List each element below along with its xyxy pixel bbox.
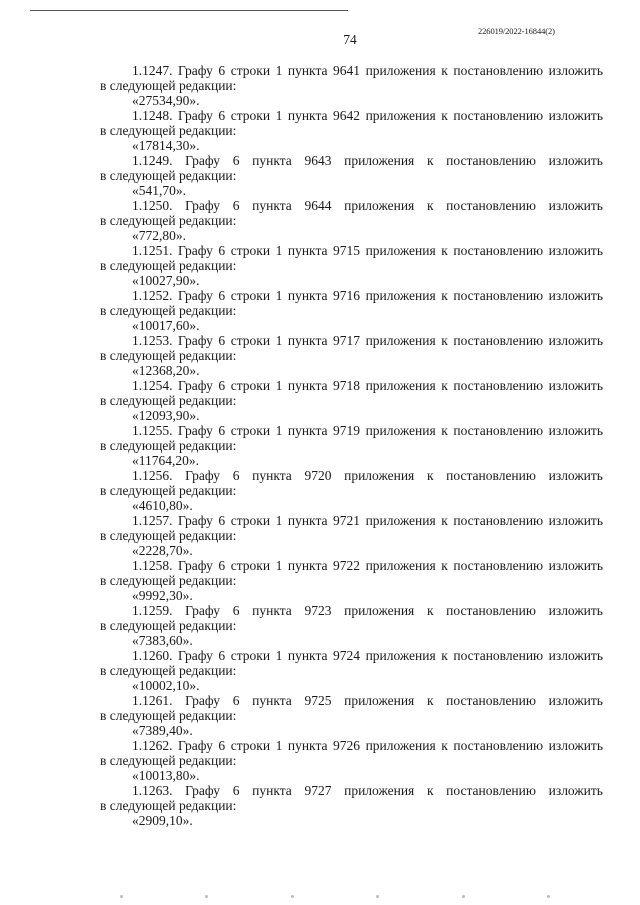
word-izlozhit: изложить (548, 603, 603, 618)
item-number: 1.1257. (132, 513, 173, 528)
word-punkta: пункта (287, 243, 328, 258)
amendment-value: «772,80». (132, 228, 186, 243)
word-k: к (441, 63, 448, 78)
scan-edge-marks (120, 895, 550, 903)
word-grafu: Графу (185, 693, 221, 708)
word-prilozheniya: приложения (365, 243, 436, 258)
word-k: к (441, 423, 448, 438)
word-k: к (441, 378, 448, 393)
word-row-number: 1 (275, 108, 283, 123)
amendment-second-line: в следующей редакции: (100, 663, 237, 678)
word-izlozhit: изложить (548, 378, 603, 393)
word-izlozhit: изложить (548, 243, 603, 258)
amendment-first-line (100, 513, 603, 528)
word-k: к (426, 603, 434, 618)
word-izlozhit: изложить (548, 288, 603, 303)
item-number: 1.1254. (132, 378, 173, 393)
word-k: к (441, 738, 448, 753)
word-prilozheniya: приложения (344, 198, 415, 213)
item-number: 1.1251. (132, 243, 173, 258)
point-number: 9718 (333, 378, 361, 393)
word-column-number: 6 (218, 108, 226, 123)
word-row-number: 1 (275, 63, 283, 78)
amendment-second-line: в следующей редакции: (100, 708, 237, 723)
amendment-item (100, 333, 603, 378)
word-row-number: 1 (275, 558, 283, 573)
word-grafu: Графу (185, 603, 221, 618)
amendment-second-line: в следующей редакции: (100, 618, 237, 633)
amendment-second-line: в следующей редакции: (100, 393, 237, 408)
word-k: к (426, 153, 434, 168)
word-prilozheniya: приложения (365, 648, 436, 663)
amendment-value: «10017,60». (132, 318, 200, 333)
amendment-first-line (100, 783, 603, 798)
word-column-number: 6 (218, 423, 226, 438)
word-postanovleniyu: постановлению (446, 693, 536, 708)
word-prilozheniya: приложения (344, 783, 415, 798)
word-izlozhit: изложить (548, 468, 603, 483)
word-grafu: Графу (178, 63, 213, 78)
word-grafu: Графу (185, 783, 221, 798)
word-row-number: 1 (275, 513, 283, 528)
amendment-item (100, 423, 603, 468)
amendment-value: «2909,10». (132, 813, 193, 828)
word-izlozhit: изложить (548, 423, 603, 438)
amendment-value: «27534,90». (132, 93, 200, 108)
amendment-value: «4610,80». (132, 498, 193, 513)
word-row-number: 1 (275, 378, 283, 393)
amendment-item (100, 783, 603, 828)
word-grafu: Графу (185, 468, 221, 483)
word-prilozheniya: приложения (365, 288, 436, 303)
word-column-number: 6 (232, 783, 240, 798)
amendment-value: «2228,70». (132, 543, 193, 558)
amendment-first-line (100, 738, 603, 753)
word-k: к (426, 783, 434, 798)
word-column-number: 6 (232, 603, 240, 618)
word-prilozheniya: приложения (365, 378, 436, 393)
amendment-first-line (100, 288, 603, 303)
word-k: к (426, 693, 434, 708)
word-postanovleniyu: постановлению (446, 468, 536, 483)
word-stroki: строки (230, 648, 271, 663)
amendment-item (100, 603, 603, 648)
word-punkta: пункта (252, 603, 292, 618)
word-postanovleniyu: постановлению (446, 783, 536, 798)
amendment-first-line (100, 603, 603, 618)
point-number: 9642 (333, 108, 361, 123)
word-grafu: Графу (178, 288, 213, 303)
word-stroki: строки (230, 378, 271, 393)
item-number: 1.1261. (132, 693, 173, 708)
word-column-number: 6 (218, 378, 226, 393)
word-k: к (441, 558, 448, 573)
word-postanovleniyu: постановлению (453, 558, 544, 573)
item-number: 1.1250. (132, 198, 173, 213)
item-number: 1.1258. (132, 558, 173, 573)
word-grafu: Графу (178, 423, 213, 438)
amendment-first-line (100, 558, 603, 573)
word-izlozhit: изложить (548, 333, 603, 348)
word-postanovleniyu: постановлению (446, 153, 536, 168)
amendment-item (100, 468, 603, 513)
word-column-number: 6 (218, 63, 226, 78)
word-column-number: 6 (232, 153, 240, 168)
top-rule (30, 10, 348, 11)
point-number: 9641 (333, 63, 361, 78)
word-punkta: пункта (287, 288, 328, 303)
word-postanovleniyu: постановлению (446, 198, 536, 213)
amendment-item (100, 198, 603, 243)
amendment-item (100, 288, 603, 333)
word-izlozhit: изложить (548, 153, 603, 168)
item-number: 1.1260. (132, 648, 173, 663)
point-number: 9643 (304, 153, 332, 168)
word-izlozhit: изложить (548, 783, 603, 798)
amendment-first-line (100, 108, 603, 123)
item-number: 1.1259. (132, 603, 173, 618)
word-k: к (441, 243, 448, 258)
word-punkta: пункта (287, 423, 328, 438)
word-k: к (441, 513, 448, 528)
word-punkta: пункта (252, 693, 292, 708)
word-grafu: Графу (178, 378, 213, 393)
amendment-item (100, 153, 603, 198)
amendment-second-line: в следующей редакции: (100, 438, 237, 453)
document-code: 226019/2022-16844(2) (478, 26, 555, 36)
amendment-second-line: в следующей редакции: (100, 168, 237, 183)
word-postanovleniyu: постановлению (453, 513, 544, 528)
point-number: 9727 (304, 783, 332, 798)
amendment-second-line: в следующей редакции: (100, 798, 237, 813)
word-postanovleniyu: постановлению (453, 243, 544, 258)
amendment-item (100, 738, 603, 783)
amendment-value: «541,70». (132, 183, 186, 198)
item-number: 1.1256. (132, 468, 173, 483)
amendment-first-line (100, 243, 603, 258)
word-row-number: 1 (275, 333, 283, 348)
word-prilozheniya: приложения (344, 693, 415, 708)
amendment-second-line: в следующей редакции: (100, 213, 237, 228)
word-prilozheniya: приложения (344, 468, 415, 483)
word-row-number: 1 (275, 648, 283, 663)
word-izlozhit: изложить (548, 198, 603, 213)
word-izlozhit: изложить (548, 513, 603, 528)
item-number: 1.1262. (132, 738, 173, 753)
word-postanovleniyu: постановлению (446, 603, 536, 618)
amendment-value: «9992,30». (132, 588, 193, 603)
word-grafu: Графу (178, 108, 213, 123)
point-number: 9722 (333, 558, 361, 573)
word-punkta: пункта (287, 558, 328, 573)
amendment-first-line (100, 468, 603, 483)
word-k: к (441, 288, 448, 303)
word-prilozheniya: приложения (365, 558, 436, 573)
word-postanovleniyu: постановлению (453, 63, 544, 78)
word-punkta: пункта (287, 378, 328, 393)
word-k: к (441, 648, 448, 663)
word-stroki: строки (230, 423, 271, 438)
point-number: 9726 (333, 738, 361, 753)
amendment-item (100, 243, 603, 288)
amendment-value: «10002,10». (132, 678, 200, 693)
item-number: 1.1253. (132, 333, 173, 348)
word-prilozheniya: приложения (344, 603, 415, 618)
amendment-value: «17814,30». (132, 138, 200, 153)
item-number: 1.1255. (132, 423, 173, 438)
amendment-second-line: в следующей редакции: (100, 348, 237, 363)
amendment-item (100, 63, 603, 108)
word-izlozhit: изложить (548, 63, 603, 78)
amendment-item (100, 558, 603, 603)
page-number: 74 (343, 32, 357, 47)
amendment-first-line (100, 63, 603, 78)
word-punkta: пункта (252, 198, 292, 213)
word-prilozheniya: приложения (365, 513, 436, 528)
amendment-second-line: в следующей редакции: (100, 123, 237, 138)
word-postanovleniyu: постановлению (453, 288, 544, 303)
word-k: к (426, 198, 434, 213)
item-number: 1.1248. (132, 108, 173, 123)
amendment-value: «11764,20». (132, 453, 199, 468)
amendment-first-line (100, 333, 603, 348)
word-punkta: пункта (287, 63, 328, 78)
word-postanovleniyu: постановлению (453, 648, 544, 663)
word-postanovleniyu: постановлению (453, 738, 544, 753)
word-punkta: пункта (252, 468, 292, 483)
word-postanovleniyu: постановлению (453, 108, 544, 123)
amendment-first-line (100, 423, 603, 438)
word-grafu: Графу (185, 153, 221, 168)
word-stroki: строки (230, 108, 271, 123)
point-number: 9717 (333, 333, 361, 348)
word-column-number: 6 (232, 468, 240, 483)
word-k: к (441, 333, 448, 348)
word-row-number: 1 (275, 738, 283, 753)
amendment-second-line: в следующей редакции: (100, 303, 237, 318)
word-grafu: Графу (178, 648, 213, 663)
point-number: 9716 (333, 288, 361, 303)
word-stroki: строки (230, 243, 271, 258)
word-column-number: 6 (218, 513, 226, 528)
amendment-item (100, 108, 603, 153)
amendment-item (100, 693, 603, 738)
word-prilozheniya: приложения (365, 63, 436, 78)
word-stroki: строки (230, 333, 271, 348)
word-grafu: Графу (178, 738, 213, 753)
word-postanovleniyu: постановлению (453, 378, 544, 393)
word-izlozhit: изложить (548, 108, 603, 123)
point-number: 9723 (304, 603, 332, 618)
word-stroki: строки (230, 738, 271, 753)
word-punkta: пункта (287, 333, 328, 348)
amendments-list (100, 63, 603, 828)
word-stroki: строки (230, 63, 271, 78)
word-postanovleniyu: постановлению (453, 333, 544, 348)
word-punkta: пункта (287, 108, 328, 123)
word-grafu: Графу (178, 333, 213, 348)
point-number: 9719 (333, 423, 361, 438)
word-punkta: пункта (252, 783, 292, 798)
word-column-number: 6 (232, 693, 240, 708)
word-izlozhit: изложить (548, 693, 603, 708)
word-grafu: Графу (185, 198, 221, 213)
word-grafu: Графу (178, 558, 213, 573)
word-column-number: 6 (232, 198, 240, 213)
word-prilozheniya: приложения (365, 108, 436, 123)
word-stroki: строки (230, 558, 271, 573)
amendment-first-line (100, 693, 603, 708)
word-punkta: пункта (287, 738, 328, 753)
word-izlozhit: изложить (548, 648, 603, 663)
amendment-first-line (100, 378, 603, 393)
word-prilozheniya: приложения (344, 153, 415, 168)
word-column-number: 6 (218, 648, 226, 663)
amendment-second-line: в следующей редакции: (100, 258, 237, 273)
amendment-second-line: в следующей редакции: (100, 78, 237, 93)
word-izlozhit: изложить (548, 738, 603, 753)
point-number: 9721 (333, 513, 361, 528)
word-punkta: пункта (287, 513, 328, 528)
amendment-value: «10027,90». (132, 273, 200, 288)
item-number: 1.1263. (132, 783, 173, 798)
amendment-value: «12368,20». (132, 363, 200, 378)
word-column-number: 6 (218, 243, 226, 258)
point-number: 9715 (333, 243, 361, 258)
word-column-number: 6 (218, 333, 226, 348)
word-prilozheniya: приложения (365, 423, 436, 438)
amendment-value: «7383,60». (132, 633, 193, 648)
word-stroki: строки (230, 513, 271, 528)
amendment-item (100, 513, 603, 558)
word-row-number: 1 (275, 243, 283, 258)
amendment-item (100, 378, 603, 423)
word-column-number: 6 (218, 738, 226, 753)
word-column-number: 6 (218, 288, 226, 303)
word-prilozheniya: приложения (365, 333, 436, 348)
amendment-second-line: в следующей редакции: (100, 753, 237, 768)
point-number: 9724 (333, 648, 361, 663)
word-punkta: пункта (252, 153, 292, 168)
amendment-second-line: в следующей редакции: (100, 483, 237, 498)
item-number: 1.1247. (132, 63, 173, 78)
amendment-value: «10013,80». (132, 768, 200, 783)
amendment-second-line: в следующей редакции: (100, 528, 237, 543)
word-k: к (426, 468, 434, 483)
word-stroki: строки (230, 288, 271, 303)
amendment-first-line (100, 153, 603, 168)
amendment-value: «12093,90». (132, 408, 200, 423)
amendment-first-line (100, 648, 603, 663)
word-punkta: пункта (287, 648, 328, 663)
word-postanovleniyu: постановлению (453, 423, 544, 438)
word-column-number: 6 (218, 558, 226, 573)
amendment-second-line: в следующей редакции: (100, 573, 237, 588)
word-k: к (441, 108, 448, 123)
item-number: 1.1249. (132, 153, 173, 168)
point-number: 9644 (304, 198, 332, 213)
word-grafu: Графу (178, 243, 213, 258)
item-number: 1.1252. (132, 288, 173, 303)
word-izlozhit: изложить (548, 558, 603, 573)
amendment-item (100, 648, 603, 693)
point-number: 9720 (304, 468, 332, 483)
word-grafu: Графу (178, 513, 213, 528)
point-number: 9725 (304, 693, 332, 708)
amendment-value: «7389,40». (132, 723, 193, 738)
word-prilozheniya: приложения (365, 738, 436, 753)
word-row-number: 1 (275, 288, 283, 303)
word-row-number: 1 (275, 423, 283, 438)
amendment-first-line (100, 198, 603, 213)
